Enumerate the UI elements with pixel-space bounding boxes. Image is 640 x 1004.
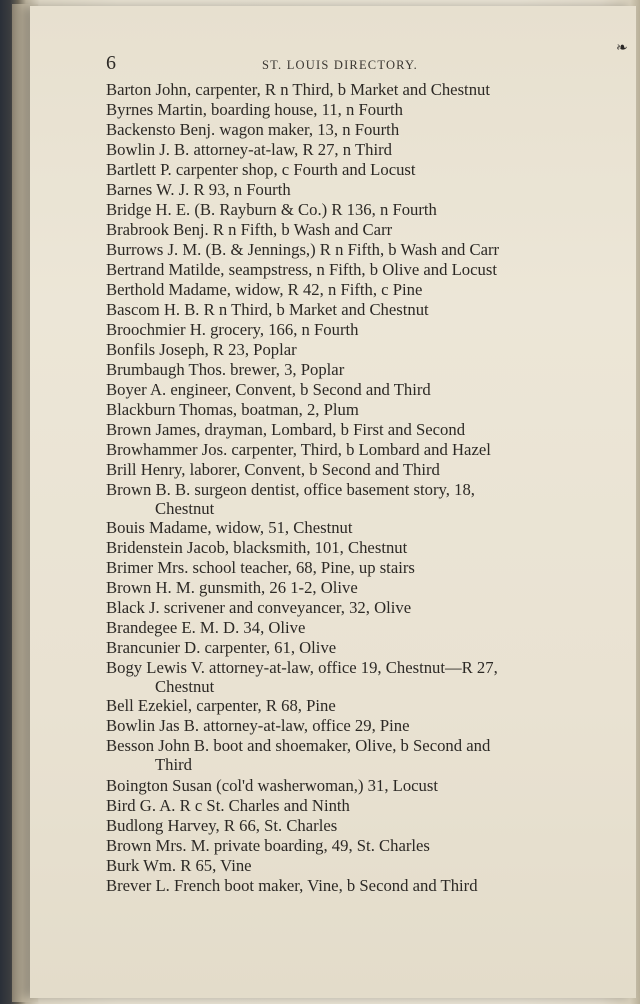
page-number: 6 <box>106 52 116 74</box>
directory-entry: Bell Ezekiel, carpenter, R 68, Pine <box>106 696 336 715</box>
directory-entry: Byrnes Martin, boarding house, 11, n Fourth <box>106 100 403 119</box>
directory-entry: Brumbaugh Thos. brewer, 3, Poplar <box>106 360 345 379</box>
directory-entry: Bonfils Joseph, R 23, Poplar <box>106 340 297 359</box>
directory-entry: Black J. scrivener and conveyancer, 32, Olive <box>106 598 412 617</box>
directory-entry: Burrows J. M. (B. & Jennings,) R n Fifth, b Wash and Carr <box>106 240 500 259</box>
directory-entry: Backensto Benj. wagon maker, 13, n Fourth <box>106 120 400 139</box>
directory-entry: Burk Wm. R 65, Vine <box>106 856 252 875</box>
directory-entry: Browhammer Jos. carpenter, Third, b Lombard and Hazel <box>106 440 491 459</box>
directory-entry: Bogy Lewis V. attorney-at-law, office 19, Chestnut—R 27, Chestnut <box>106 658 596 696</box>
directory-entry: Berthold Madame, widow, R 42, n Fifth, c Pine <box>106 280 423 299</box>
directory-entry: Brill Henry, laborer, Convent, b Second and Third <box>106 460 440 479</box>
directory-entry: Brown H. M. gunsmith, 26 1-2, Olive <box>106 578 358 597</box>
directory-entry: Bowlin J. B. attorney-at-law, R 27, n Third <box>106 140 392 159</box>
directory-entry: Brancunier D. carpenter, 61, Olive <box>106 638 337 657</box>
directory-entry: Boington Susan (col'd washerwoman,) 31, Locust <box>106 776 438 795</box>
directory-entry: Budlong Harvey, R 66, St. Charles <box>106 816 338 835</box>
directory-entry: Boyer A. engineer, Convent, b Second and Third <box>106 380 431 399</box>
directory-entry: Brever L. French boot maker, Vine, b Second and Third <box>106 876 478 895</box>
directory-entry: Barnes W. J. R 93, n Fourth <box>106 180 291 199</box>
directory-entry: Besson John B. boot and shoemaker, Olive, b Second and Third <box>106 736 596 774</box>
directory-entry: Bertrand Matilde, seampstress, n Fifth, b Olive and Locust <box>106 260 497 279</box>
entry-continuation: Third <box>155 755 193 774</box>
directory-entry: Blackburn Thomas, boatman, 2, Plum <box>106 400 359 419</box>
corner-mark: ❧ <box>616 41 628 56</box>
directory-entry: Bartlett P. carpenter shop, c Fourth and Locust <box>106 160 416 179</box>
directory-entry: Bird G. A. R c St. Charles and Ninth <box>106 796 350 815</box>
directory-entry: Bowlin Jas B. attorney-at-law, office 29, Pine <box>106 716 410 735</box>
directory-entry: Bouis Madame, widow, 51, Chestnut <box>106 518 353 537</box>
running-title: ST. LOUIS DIRECTORY. <box>262 58 418 72</box>
directory-entry: Bridenstein Jacob, blacksmith, 101, Chestnut <box>106 538 408 557</box>
entry-continuation: Chestnut <box>155 677 215 696</box>
directory-entry: Bridge H. E. (B. Rayburn & Co.) R 136, n Fourth <box>106 200 437 219</box>
directory-entry: Brandegee E. M. D. 34, Olive <box>106 618 306 637</box>
directory-entry: Brown James, drayman, Lombard, b First and Second <box>106 420 466 439</box>
directory-entry: Brimer Mrs. school teacher, 68, Pine, up stairs <box>106 558 415 577</box>
directory-entry: Bascom H. B. R n Third, b Market and Chestnut <box>106 300 429 319</box>
directory-entry: Brown B. B. surgeon dentist, office basement story, 18, Chestnut <box>106 480 596 518</box>
directory-entry: Brown Mrs. M. private boarding, 49, St. Charles <box>106 836 430 855</box>
page-header <box>0 52 640 82</box>
entry-continuation: Chestnut <box>155 499 215 518</box>
directory-entry: Broochmier H. grocery, 166, n Fourth <box>106 320 359 339</box>
directory-entry: Brabrook Benj. R n Fifth, b Wash and Carr <box>106 220 393 239</box>
directory-entry: Barton John, carpenter, R n Third, b Market and Chestnut <box>106 80 490 99</box>
